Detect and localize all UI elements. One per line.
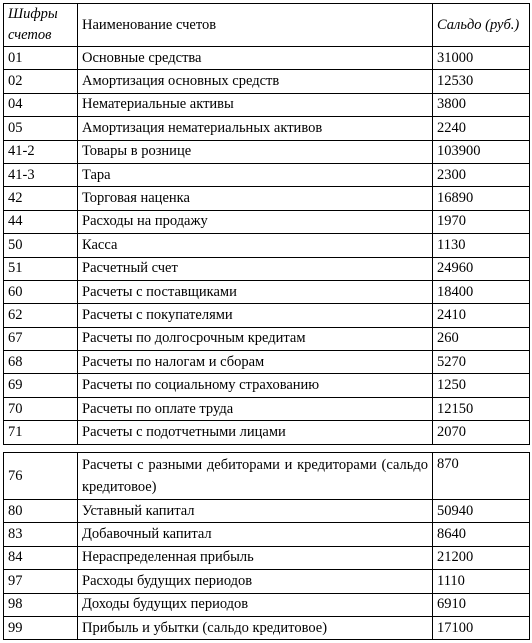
cell-code: 04 xyxy=(4,93,78,116)
table-row xyxy=(4,234,530,257)
cell-name: Нераспределенная прибыль xyxy=(78,546,433,569)
cell-balance: 5270 xyxy=(433,351,530,374)
cell-balance: 1130 xyxy=(433,234,530,257)
cell-code: 50 xyxy=(4,234,78,257)
cell-code: 67 xyxy=(4,327,78,350)
table-row xyxy=(4,210,530,233)
table-row xyxy=(4,523,530,546)
table-row xyxy=(4,570,530,593)
cell-code: 98 xyxy=(4,593,78,616)
table-row xyxy=(4,93,530,116)
accounts-table-part1 xyxy=(3,3,530,445)
cell-balance: 12530 xyxy=(433,70,530,93)
cell-code: 68 xyxy=(4,351,78,374)
table-row xyxy=(4,304,530,327)
cell-name: Расходы будущих периодов xyxy=(78,570,433,593)
cell-name: Расчеты с покупателями xyxy=(78,304,433,327)
cell-balance: 103900 xyxy=(433,140,530,163)
cell-balance: 260 xyxy=(433,327,530,350)
table-row xyxy=(4,163,530,186)
table-row xyxy=(4,453,530,500)
table-row xyxy=(4,187,530,210)
accounts-table-part2 xyxy=(3,452,530,640)
cell-code: 41-3 xyxy=(4,163,78,186)
cell-balance: 21200 xyxy=(433,546,530,569)
cell-name: Добавочный капитал xyxy=(78,523,433,546)
cell-code: 83 xyxy=(4,523,78,546)
cell-balance: 3800 xyxy=(433,93,530,116)
header-balance: Сальдо (руб.) xyxy=(433,4,530,47)
cell-balance: 17100 xyxy=(433,616,530,639)
cell-name: Нематериальные активы xyxy=(78,93,433,116)
table-row xyxy=(4,351,530,374)
cell-balance: 2300 xyxy=(433,163,530,186)
cell-code: 84 xyxy=(4,546,78,569)
cell-balance: 2410 xyxy=(433,304,530,327)
table-header-row xyxy=(4,4,530,47)
cell-code: 80 xyxy=(4,500,78,523)
cell-balance: 24960 xyxy=(433,257,530,280)
cell-name: Расчеты по долгосрочным кредитам xyxy=(78,327,433,350)
cell-name: Расчетный счет xyxy=(78,257,433,280)
table-row xyxy=(4,47,530,70)
cell-name: Тара xyxy=(78,163,433,186)
table-row xyxy=(4,257,530,280)
table-row xyxy=(4,616,530,639)
cell-name: Доходы будущих периодов xyxy=(78,593,433,616)
cell-code: 99 xyxy=(4,616,78,639)
cell-name: Расчеты по налогам и сборам xyxy=(78,351,433,374)
table-row xyxy=(4,117,530,140)
cell-name: Амортизация основных средств xyxy=(78,70,433,93)
table-row xyxy=(4,140,530,163)
header-code: Шифры счетов xyxy=(4,4,78,47)
cell-code: 42 xyxy=(4,187,78,210)
cell-balance: 50940 xyxy=(433,500,530,523)
cell-balance: 870 xyxy=(433,453,530,500)
cell-code: 69 xyxy=(4,374,78,397)
cell-code: 01 xyxy=(4,47,78,70)
table-row xyxy=(4,397,530,420)
cell-code: 71 xyxy=(4,421,78,444)
cell-name: Расчеты с подотчетными лицами xyxy=(78,421,433,444)
cell-name: Расчеты по социальному страхованию xyxy=(78,374,433,397)
cell-balance: 1970 xyxy=(433,210,530,233)
cell-name: Основные средства xyxy=(78,47,433,70)
table-row xyxy=(4,374,530,397)
cell-balance: 6910 xyxy=(433,593,530,616)
cell-name: Прибыль и убытки (сальдо кредитовое) xyxy=(78,616,433,639)
cell-code: 41-2 xyxy=(4,140,78,163)
cell-name: Торговая наценка xyxy=(78,187,433,210)
cell-code: 05 xyxy=(4,117,78,140)
table-row xyxy=(4,327,530,350)
cell-name: Уставный капитал xyxy=(78,500,433,523)
cell-name: Расчеты с разными дебиторами и кредиторами (сальдо кредитовое) xyxy=(78,453,433,500)
cell-code: 60 xyxy=(4,280,78,303)
cell-name: Расчеты по оплате труда xyxy=(78,397,433,420)
cell-name: Расчеты с поставщиками xyxy=(78,280,433,303)
cell-code: 44 xyxy=(4,210,78,233)
table-row xyxy=(4,546,530,569)
cell-balance: 12150 xyxy=(433,397,530,420)
cell-code: 51 xyxy=(4,257,78,280)
cell-name: Расходы на продажу xyxy=(78,210,433,233)
cell-code: 02 xyxy=(4,70,78,93)
table-row xyxy=(4,70,530,93)
table-row xyxy=(4,421,530,444)
cell-balance: 8640 xyxy=(433,523,530,546)
cell-balance: 1110 xyxy=(433,570,530,593)
cell-name: Амортизация нематериальных активов xyxy=(78,117,433,140)
cell-name: Касса xyxy=(78,234,433,257)
cell-balance: 31000 xyxy=(433,47,530,70)
cell-balance: 18400 xyxy=(433,280,530,303)
table-row xyxy=(4,280,530,303)
table-row xyxy=(4,593,530,616)
cell-code: 76 xyxy=(4,453,78,500)
cell-code: 97 xyxy=(4,570,78,593)
cell-code: 70 xyxy=(4,397,78,420)
header-name: Наименование счетов xyxy=(78,4,433,47)
cell-name: Товары в рознице xyxy=(78,140,433,163)
cell-balance: 1250 xyxy=(433,374,530,397)
cell-balance: 16890 xyxy=(433,187,530,210)
cell-balance: 2070 xyxy=(433,421,530,444)
cell-balance: 2240 xyxy=(433,117,530,140)
cell-code: 62 xyxy=(4,304,78,327)
table-row xyxy=(4,500,530,523)
